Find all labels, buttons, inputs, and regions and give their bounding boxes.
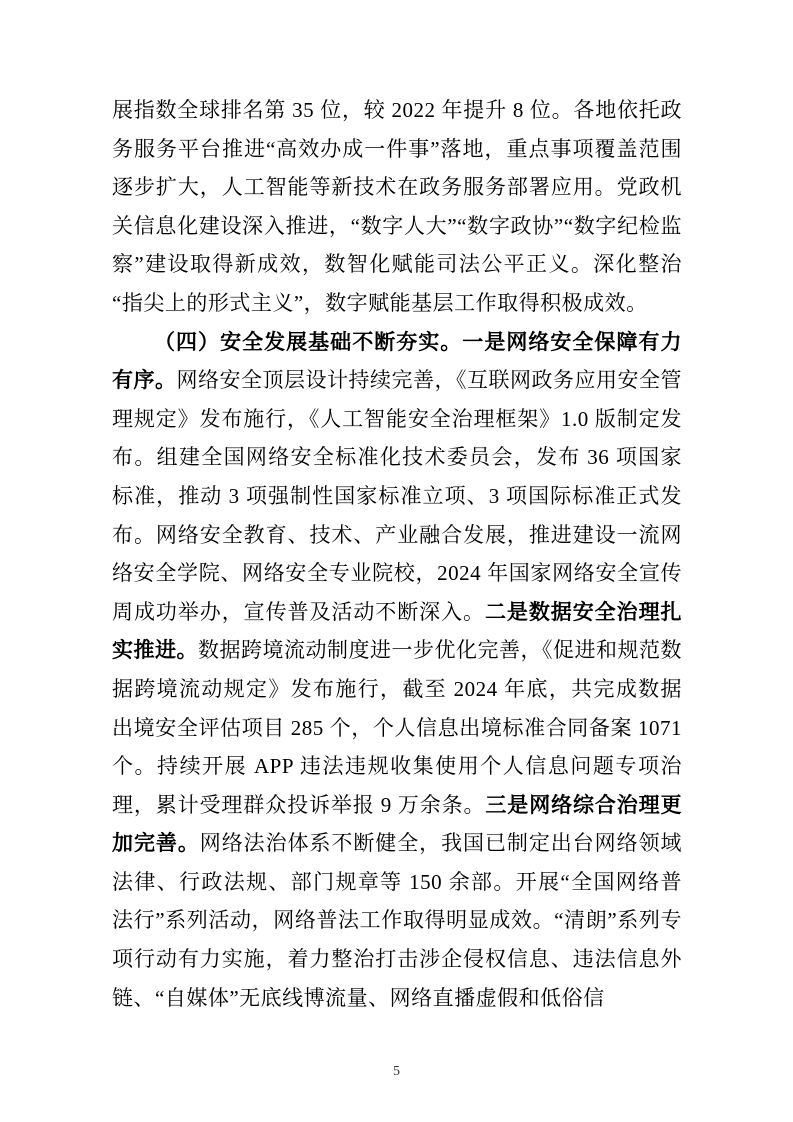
body-text: 展指数全球排名第 35 位，较 2022 年提升 8 位。各地依托政务服务平台推进“高效办成一件事”落地，重点事项覆盖范围逐步扩大，人工智能等新技术在政务服务部署应用。党政机关信息化建设深入推进，“数字人大”“数字政协”“数字纪检监察”建设取得新成效，数智化赋能司法公平正义。深化整治“指尖上的形式主义”，数字赋能基层工作取得积极成效。 <box>112 98 682 315</box>
paragraph-section-four <box>112 323 682 1018</box>
body-text: 网络法治体系不断健全，我国已制定出台网络领域法律、行政法规、部门规章等 150 余部。开展“全国网络普法行”系列活动，网络普法工作取得明显成效。“清朗”系列专项行动有力实施，着力整治打击涉企侵权信息、违法信息外链、“自媒体”无底线博流量、网络直播虚假和低俗信 <box>112 831 683 1010</box>
emphasis-text: 三是网络综合治理更加完善。 <box>112 792 682 856</box>
body-text: 网络安全顶层设计持续完善，《互联网政务应用安全管理规定》发布施行，《人工智能安全治理框架》1.0 版制定发布。组建全国网络安全标准化技术委员会，发布 36 项国家标准，推动 3 项强制性国家标准立项、3 项国际标准正式发布。网络安全教育、技术、产业融合发展，推进建设一流网络安全学院、网络安全专业院校，2024 年国家网络安全宣传周成功举办，宣传普及活动不断深入。 <box>112 368 682 624</box>
body-text: 数据跨境流动制度进一步优化完善，《促进和规范数据跨境流动规定》发布施行，截至 2024 年底，共完成数据出境安全评估项目 285 个，个人信息出境标准合同备案 1071 个。持续开展 APP 违法违规收集使用个人信息问题专项治理，累计受理群众投诉举报 9 万余条。 <box>112 638 682 817</box>
emphasis-text: 二是数据安全治理扎实推进。 <box>112 599 683 663</box>
emphasis-text: （四）安全发展基础不断夯实。一是网络安全保障有力有序。 <box>112 329 682 393</box>
page-number: 5 <box>393 1064 400 1079</box>
document-body <box>112 91 682 1017</box>
paragraph-continuation <box>112 91 682 323</box>
